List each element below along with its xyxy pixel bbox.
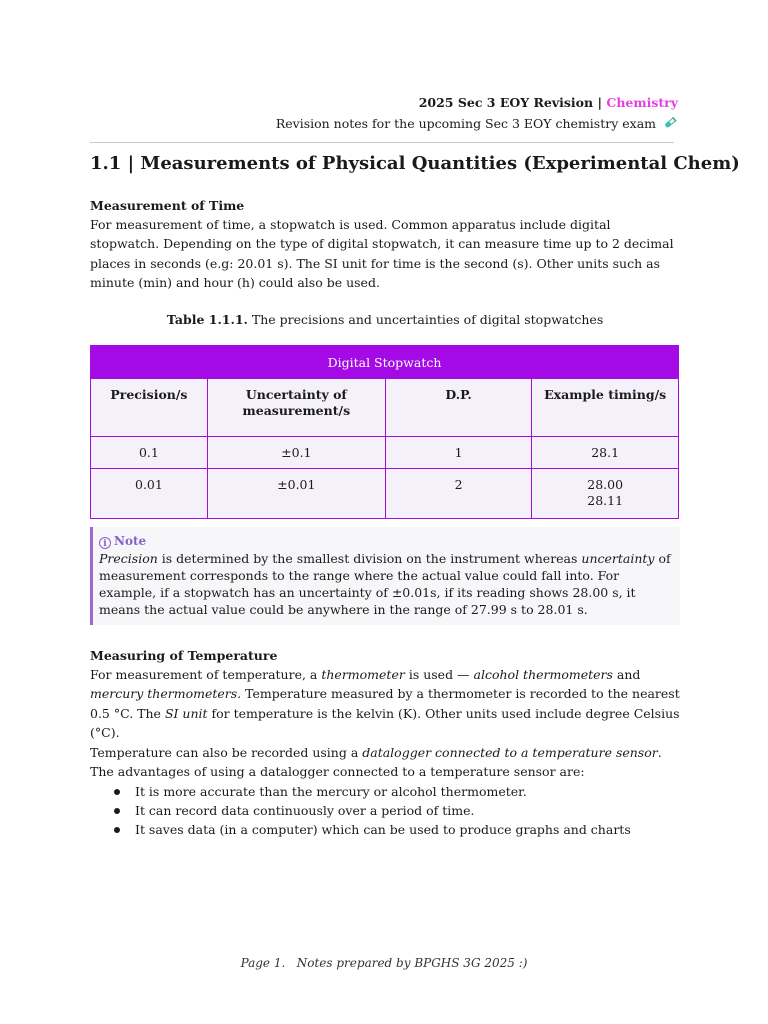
- table-title: Digital Stopwatch: [91, 346, 679, 379]
- table-cell: 28.1: [532, 437, 679, 469]
- table-caption: [90, 312, 680, 327]
- text-run: For measurement of temperature, a: [90, 667, 322, 682]
- temperature-section: [90, 646, 680, 742]
- term-thermometer: thermometer: [321, 667, 405, 682]
- table-cell: 0.1: [91, 437, 208, 469]
- header-separator: |: [593, 95, 607, 110]
- table-cell: 0.01: [91, 469, 208, 519]
- table-cell: 2: [385, 469, 532, 519]
- text-run: . The advantages of using a datalogger connected to a temperature sensor are:: [90, 745, 662, 780]
- time-title: Measurement of Time: [90, 198, 245, 213]
- text-run: is used —: [404, 667, 474, 682]
- text-run: for temperature is the kelvin (K). Other units used include degree Celsius (°C).: [90, 705, 680, 740]
- note-term-precision: Precision: [99, 551, 158, 566]
- note-text: is determined by the smallest division on the instrument whereas: [157, 551, 582, 566]
- page-header: [276, 92, 678, 134]
- note-title: Note: [114, 534, 147, 548]
- text-run: and: [612, 667, 641, 682]
- table-row: [91, 469, 679, 519]
- list-item: [112, 801, 680, 820]
- bullet: [114, 808, 120, 814]
- text-run: Temperature can also be recorded using a: [90, 745, 363, 760]
- note-body: [99, 550, 672, 618]
- info-icon: i: [99, 537, 111, 549]
- header-subtitle: Revision notes for the upcoming Sec 3 EOY chemistry exam: [275, 116, 657, 131]
- list-item-text: It can record data continuously over a period of time.: [135, 802, 475, 818]
- header-divider: [90, 142, 674, 143]
- temperature-title: Measuring of Temperature: [90, 648, 278, 663]
- table-row: [91, 437, 679, 469]
- time-section: [90, 196, 680, 292]
- note-title-line: [99, 533, 672, 550]
- bullet: [114, 827, 120, 833]
- datalogger-section: [90, 743, 680, 839]
- table-cell: 28.00 28.11: [532, 469, 679, 519]
- text-run: Temperature measured by a thermometer is recorded to the nearest 0.5 °C. The: [90, 686, 680, 721]
- temperature-paragraph: [90, 665, 680, 742]
- section-heading: 1.1 | Measurements of Physical Quantities (Experimental Chem): [90, 153, 740, 174]
- table-header-cell: D.P.: [385, 379, 532, 437]
- note-callout: [90, 527, 680, 625]
- table-caption-label: Table 1.1.1.: [166, 312, 248, 327]
- header-subject: Chemistry: [606, 95, 678, 110]
- table-cell: ±0.1: [207, 437, 385, 469]
- list-item: [112, 782, 680, 801]
- page-footer: Page 1. Notes prepared by BPGHS 3G 2025 :): [240, 956, 528, 970]
- table-caption-text: The precisions and uncertainties of digital stopwatches: [247, 312, 604, 327]
- table-header-cell: Precision/s: [91, 379, 208, 437]
- stopwatch-table: [90, 345, 679, 519]
- table-cell: 1: [385, 437, 532, 469]
- note-text: of measurement corresponds to the range where the actual value could fall into. For example, if a stopwatch has an uncertainty of ±0.01s, if its reading shows 28.00 s, it means the actual value could be anywhere in the range of 27.99 s to 28.01 s.: [99, 551, 671, 617]
- term-si-unit: SI unit: [164, 705, 208, 721]
- advantages-list: [90, 782, 680, 840]
- table-header-cell: Example timing/s: [532, 379, 679, 437]
- bullet: [114, 789, 120, 795]
- list-item-text: It is more accurate than the mercury or alcohol thermometer.: [135, 783, 527, 799]
- header-title: 2025 Sec 3 EOY Revision: [418, 95, 594, 110]
- table-header-cell: Uncertainty of measurement/s: [207, 379, 385, 437]
- list-item: [112, 820, 680, 839]
- header-subtitle-line: [276, 113, 678, 134]
- term-datalogger: datalogger connected to a temperature sensor: [362, 745, 658, 760]
- datalogger-paragraph: [90, 743, 680, 782]
- note-term-uncertainty: uncertainty: [581, 551, 655, 566]
- list-item-text: It saves data (in a computer) which can be used to produce graphs and charts: [135, 822, 631, 838]
- table-cell: ±0.01: [207, 469, 385, 519]
- term-alcohol-thermometers: alcohol thermometers: [473, 667, 613, 682]
- term-mercury-thermometers: mercury thermometers.: [90, 686, 242, 702]
- test-tube-icon: [662, 117, 678, 129]
- header-title-line: [276, 92, 678, 113]
- time-paragraph: For measurement of time, a stopwatch is used. Common apparatus include digital stopwatch. Depending on the type of digital stopwatch, it can measure time up to 2 decimal places in seconds (e.g: 20.01 s). The SI unit for time is the second (s). Other units such as minute (min) and hour (h) could also be used.: [90, 217, 674, 290]
